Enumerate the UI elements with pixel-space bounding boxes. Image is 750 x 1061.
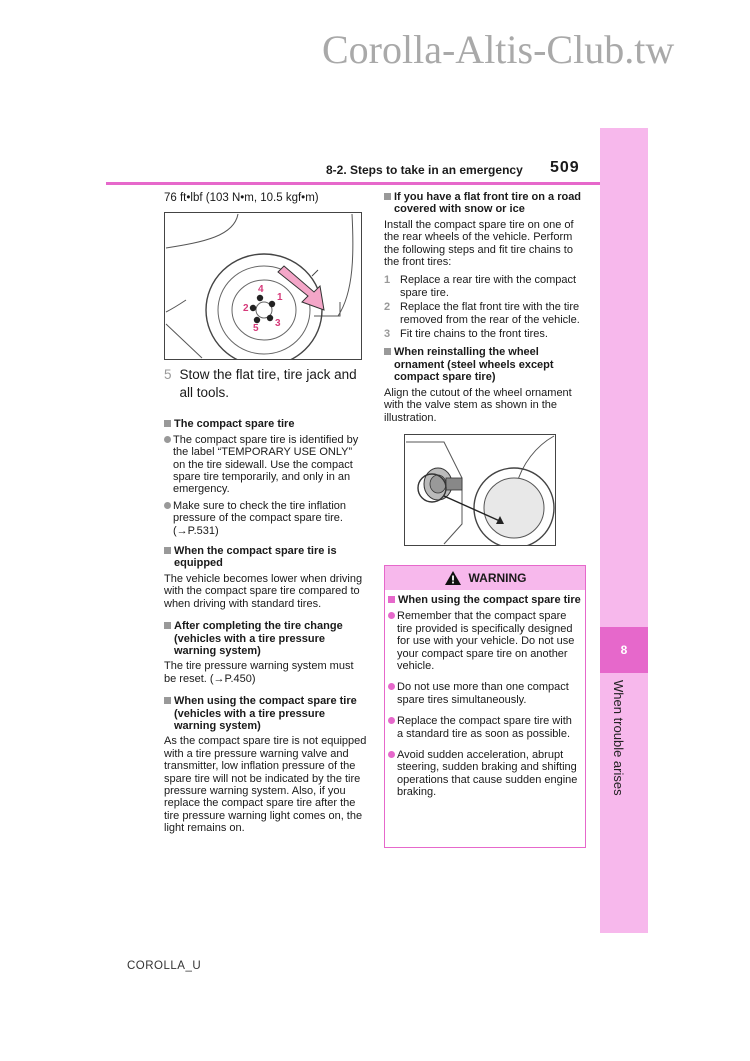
lug-nut-label-4: 4 (258, 284, 264, 296)
after-change-text: The tire pressure warning system must be reset. (→P.450) (164, 660, 354, 685)
section-title: 8-2. Steps to take in an emergency (326, 163, 523, 177)
flat-step-2: 2 Replace the flat front tire with the tire removed from the rear of the vehicle. (384, 301, 580, 326)
circle-bullet-icon (164, 502, 171, 509)
left-column (164, 192, 367, 841)
page-number: 509 (550, 159, 580, 176)
warning-label: WARNING (468, 571, 527, 585)
square-bullet-icon (388, 596, 395, 603)
watermark: Corolla-Altis-Club.tw (322, 27, 675, 72)
step-number: 5 (164, 367, 172, 383)
lug-nut-label-5: 5 (253, 323, 259, 335)
warning-bullet-3: Replace the compact spare tire with a standard tire as soon as possible. (388, 715, 581, 740)
equipped-text: The vehicle becomes lower when driving with the compact spare tire compared to when driving with standard tires. (164, 572, 363, 610)
compact-bullet-2: Make sure to check the tire inflation pressure of the compact spare tire. (→P.531) (164, 500, 367, 537)
chapter-side-tab (600, 128, 648, 933)
circle-bullet-icon (388, 751, 395, 758)
flat-front-steps (384, 274, 586, 340)
lug-nut-label-2: 2 (243, 303, 249, 315)
square-bullet-icon (164, 697, 171, 704)
square-bullet-icon (164, 622, 171, 629)
flat-step-1: 1 Replace a rear tire with the compact spare tire. (384, 274, 577, 299)
flat-front-heading: If you have a flat front tire on a road covered with snow or ice (384, 191, 586, 216)
wheel-ornament-illustration (404, 434, 556, 546)
square-bullet-icon (384, 348, 391, 355)
wheel-nut-illustration (164, 212, 362, 360)
chapter-number-tab[interactable]: 8 (600, 627, 648, 673)
warning-box (384, 565, 586, 848)
warning-header (385, 566, 585, 590)
footer-code: COROLLA_U (127, 960, 202, 972)
square-bullet-icon (384, 193, 391, 200)
torque-spec: 76 ft•lbf (103 N•m, 10.5 kgf•m) (164, 192, 319, 204)
flat-step-3: 3 Fit tire chains to the front tires. (384, 328, 548, 341)
square-bullet-icon (164, 420, 171, 427)
step-text: Stow the flat tire, tire jack and all tools. (179, 367, 357, 401)
flat-front-text: Install the compact spare tire on one of the rear wheels of the vehicle. Perform the following steps and fit tire chains to the front tires: (384, 218, 574, 269)
lug-nut-label-3: 3 (275, 318, 281, 330)
warning-bullet-4: Avoid sudden acceleration, abrupt steering, sudden braking and shifting operations that cause sudden engine braking. (388, 749, 581, 799)
reinstall-text: Align the cutout of the wheel ornament with the valve stem as shown in the illustration. (384, 386, 572, 424)
right-column (384, 191, 586, 546)
after-change-heading: After completing the tire change (vehicles with a tire pressure warning system) (164, 620, 367, 657)
circle-bullet-icon (164, 436, 171, 443)
compact-spare-heading: The compact spare tire (164, 418, 367, 430)
square-bullet-icon (164, 547, 171, 554)
circle-bullet-icon (388, 717, 395, 724)
circle-bullet-icon (388, 612, 395, 619)
compact-bullet-1: The compact spare tire is identified by the label “TEMPORARY USE ONLY” on the tire sidewall. Use the compact spare tire temporarily, and only in an emergency. (164, 434, 367, 496)
equipped-heading: When the compact spare tire is equipped (164, 545, 367, 570)
circle-bullet-icon (388, 683, 395, 690)
warning-bullet-2: Do not use more than one compact spare tires simultaneously. (388, 681, 581, 706)
lug-nut-label-1: 1 (277, 292, 283, 304)
step-5 (164, 366, 367, 402)
warning-title: When using the compact spare tire (388, 594, 581, 606)
using-spare-text: As the compact spare tire is not equipped with a tire pressure warning valve and transmitter, low inflation pressure of the spare tire will not be indicated by the tire pressure warning system. Also, if you replace the compact spare tire after the tire pressure warning light comes on, the light remains on. (164, 735, 367, 835)
header-rule (106, 182, 600, 185)
warning-body (385, 590, 585, 799)
warning-icon (444, 570, 462, 586)
using-spare-heading: When using the compact spare tire (vehicles with a tire pressure warning system) (164, 695, 367, 732)
reinstall-heading: When reinstalling the wheel ornament (steel wheels except compact spare tire) (384, 346, 586, 383)
warning-bullet-1: Remember that the compact spare tire provided is specifically designed for use with your vehicle. Do not use your compact spare tire on another vehicle. (388, 610, 581, 672)
chapter-label: When trouble arises (611, 680, 626, 796)
